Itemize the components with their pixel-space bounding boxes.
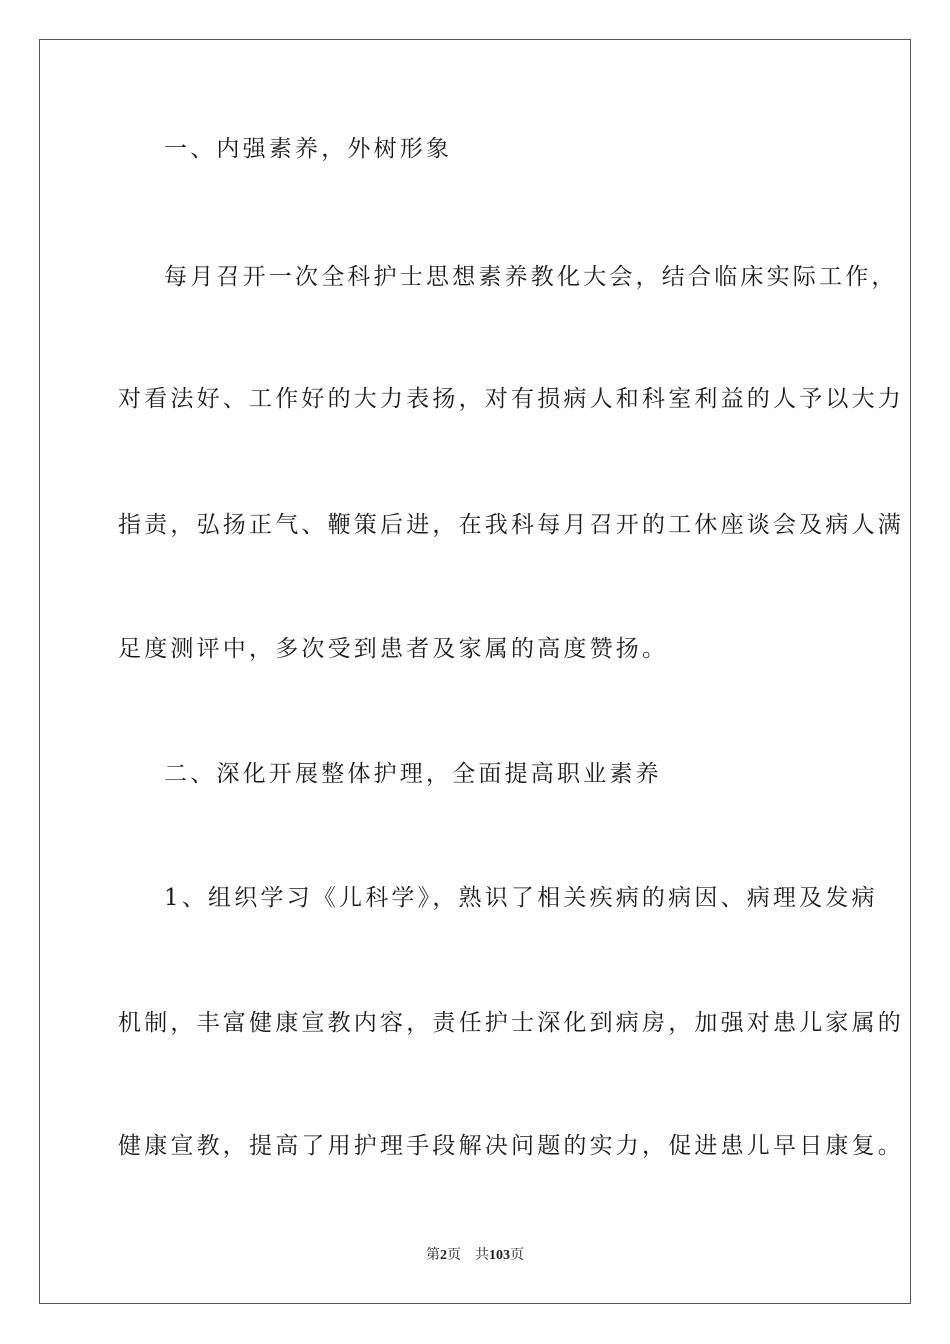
section-heading-1: 一、内强素养，外树形象	[164, 136, 453, 162]
paragraph-line-4: 足度测评中，多次受到患者及家属的高度赞扬。	[118, 636, 669, 662]
paragraph-line-5: 1、组织学习《儿科学》，熟识了相关疾病的病因、病理及发病	[164, 885, 878, 911]
page-suffix: 页	[447, 1248, 461, 1263]
paragraph-line-2: 对看法好、工作好的大力表扬，对有损病人和科室利益的人予以大力	[118, 386, 904, 412]
paragraph-line-6: 机制，丰富健康宣教内容，责任护士深化到病房，加强对患儿家属的	[118, 1010, 904, 1036]
paragraph-line-3: 指责，弘扬正气、鞭策后进，在我科每月召开的工休座谈会及病人满	[118, 512, 904, 538]
total-prefix: 共	[475, 1248, 489, 1263]
section-heading-2: 二、深化开展整体护理，全面提高职业素养	[164, 761, 662, 787]
page-number: 2	[440, 1248, 447, 1263]
total-pages: 103	[489, 1248, 510, 1263]
paragraph-line-1: 每月召开一次全科护士思想素养教化大会，结合临床实际工作，	[164, 264, 898, 290]
paragraph-line-7: 健康宣教，提高了用护理手段解决问题的实力，促进患儿早日康复。	[118, 1133, 904, 1159]
page-footer	[0, 1247, 950, 1265]
total-suffix: 页	[510, 1248, 524, 1263]
page-prefix: 第	[426, 1248, 440, 1263]
page-border	[39, 39, 911, 1304]
